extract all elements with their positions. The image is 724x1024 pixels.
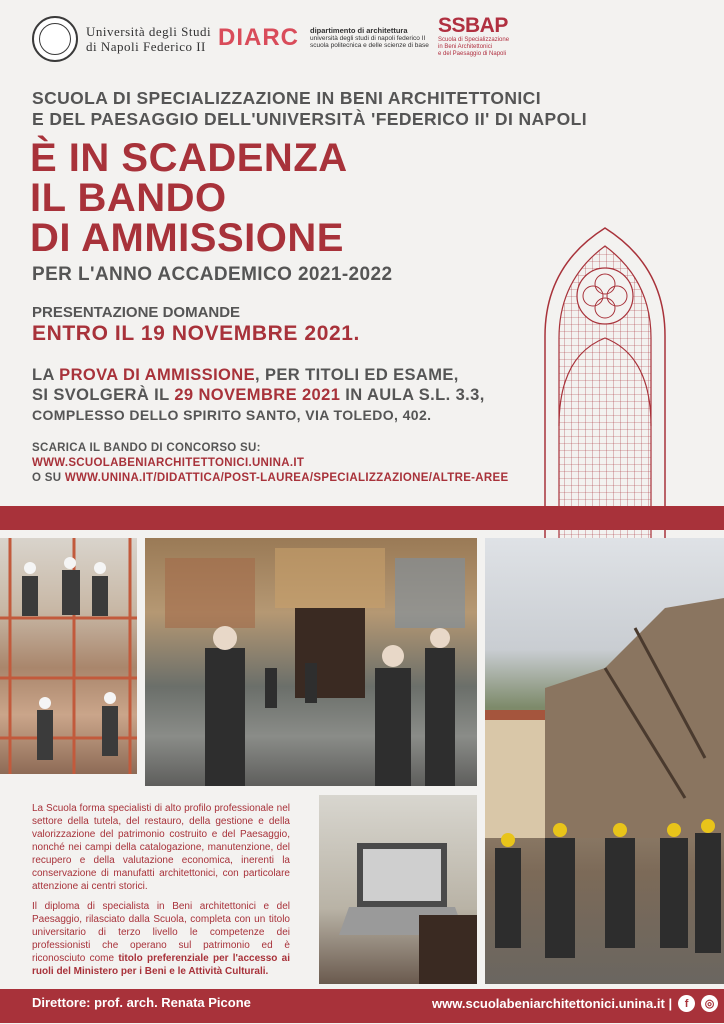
diploma-description: Il diploma di specialista in Beni architettonici e del Paesaggio, rilasciato dalla Scuola, completa con un titolo universitario di terzo livello le competenze dei professionisti che operano sul patrimonio ed è riconosciuto come titolo preferenziale per l'accesso ai ruoli del Ministero per i Beni e le Attività Culturali. bbox=[32, 901, 291, 977]
unina-line2: di Napoli Federico II bbox=[86, 39, 206, 54]
download-info: SCARICA IL BANDO DI CONCORSO SU: WWW.SCUOLABENIARCHITETTONICI.UNINA.IT O SU WWW.UNINA.IT/DIDATTICA/POST-LAUREA/SPECIALIZZAZIONE/ALTRE-AREE bbox=[32, 442, 509, 484]
photo-frescoed-interior bbox=[145, 538, 477, 786]
ssbap-logo: SSBAP Scuola di Specializzazione in Beni Architettonici e del Paesaggio di Napoli bbox=[438, 14, 510, 57]
deadline: ENTRO IL 19 NOVEMBRE 2021. bbox=[32, 322, 360, 345]
unina-logo bbox=[32, 16, 211, 62]
exam-info: LA PROVA DI AMMISSIONE, PER TITOLI ED ESAME, SI SVOLGERÀ IL 29 NOVEMBRE 2021 IN AULA S.L. 3.3, COMPLESSO DELLO SPIRITO SANTO, VIA TOLEDO, 402. bbox=[32, 366, 485, 423]
unina-link[interactable]: WWW.UNINA.IT/DIDATTICA/POST-LAUREA/SPECIALIZZAZIONE/ALTRE-AREE bbox=[64, 472, 509, 484]
academic-year: PER L'ANNO ACCADEMICO 2021-2022 bbox=[32, 264, 393, 285]
photo-earthquake-ruins bbox=[485, 538, 724, 984]
photo-laptop bbox=[319, 795, 477, 984]
headline-line3: DI AMMISSIONE bbox=[30, 216, 344, 260]
footer-site bbox=[432, 995, 718, 1012]
gothic-window-drawing bbox=[543, 226, 667, 538]
unina-line1: Università degli Studi bbox=[86, 24, 212, 39]
headline-line1: È IN SCADENZA bbox=[30, 136, 348, 180]
school-description: La Scuola forma specialisti di alto profilo professionale nel settore della tutela, del restauro, della gestione e della valorizzazione del patrimonio costruito e del Paesaggio, nonché nei campi della catalogazione, manutenzione, del recupero e della valutazione economica, inerenti la conservazione di manufatti architettonici, con particolare attenzione ai centri storici. bbox=[32, 803, 290, 892]
diarc-subtitle: dipartimento di architettura università degli studi di napoli federico II scuola politecnica e delle scienze di base bbox=[310, 26, 429, 49]
presentation-label: PRESENTAZIONE DOMANDE bbox=[32, 304, 241, 321]
headline bbox=[30, 138, 348, 258]
university-seal-icon bbox=[32, 16, 78, 62]
facebook-icon[interactable]: f bbox=[678, 995, 695, 1012]
headline-line2: IL BANDO bbox=[30, 176, 227, 220]
diarc-logo: DIARC bbox=[218, 24, 299, 51]
school-name: SCUOLA DI SPECIALIZZAZIONE IN BENI ARCHITETTONICI E DEL PAESAGGIO DELL'UNIVERSITÀ 'FEDERICO II' DI NAPOLI bbox=[32, 88, 587, 129]
footer-site-link[interactable]: www.scuolabeniarchitettonici.unina.it | bbox=[432, 996, 673, 1011]
instagram-icon[interactable]: ◎ bbox=[701, 995, 718, 1012]
director: Direttore: prof. arch. Renata Picone bbox=[32, 995, 251, 1010]
photo-scaffolding bbox=[0, 538, 137, 774]
site-link[interactable]: WWW.SCUOLABENIARCHITETTONICI.UNINA.IT bbox=[32, 457, 305, 469]
divider-bar bbox=[0, 506, 724, 530]
